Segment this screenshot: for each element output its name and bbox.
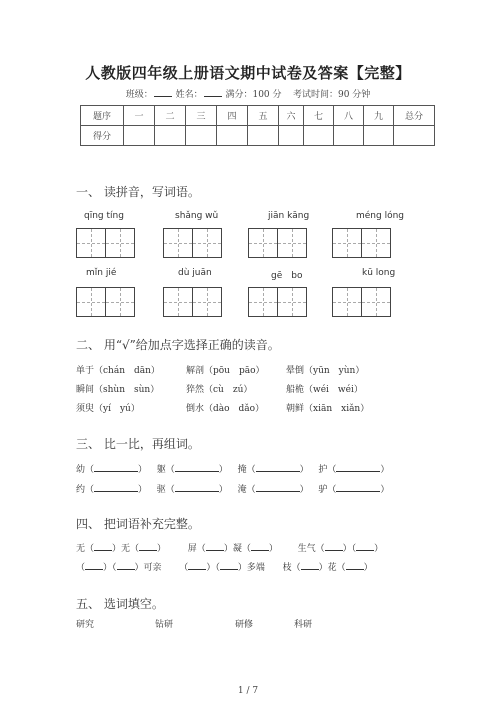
answer-blank[interactable] <box>117 560 135 570</box>
score-header-cell: 九 <box>364 106 394 126</box>
pinyin-label: gē bo <box>271 271 303 281</box>
word-option: 科研 <box>294 620 313 630</box>
reading-option[interactable]: 猝然（cù zú） <box>186 385 253 395</box>
char-prefix: 驱（ <box>156 485 175 495</box>
pinyin-label: kū long <box>362 268 396 278</box>
reading-option[interactable]: 瞬间（shùn sùn） <box>76 385 160 395</box>
answer-blank[interactable] <box>336 482 380 492</box>
answer-blank[interactable] <box>175 482 219 492</box>
answer-blank[interactable] <box>301 560 319 570</box>
score-cell <box>334 126 364 146</box>
idiom-text: ） <box>363 563 373 573</box>
compare-row <box>76 482 389 495</box>
answer-blank[interactable] <box>256 482 300 492</box>
answer-blank[interactable] <box>94 482 138 492</box>
class-label: 班级： <box>125 90 153 100</box>
idiom-text: ）凝（ <box>223 544 251 554</box>
pinyin-label: qīng tíng <box>84 211 124 221</box>
writing-cell[interactable] <box>76 228 106 258</box>
idiom-text: 枝（ <box>282 563 301 573</box>
writing-cell[interactable] <box>248 287 278 317</box>
reading-option[interactable]: 解剖（pōu pāo） <box>186 366 265 376</box>
writing-grid <box>332 228 391 258</box>
char-suffix: ） <box>138 485 148 495</box>
writing-cell[interactable] <box>277 228 307 258</box>
score-header-cell: 六 <box>279 106 304 126</box>
page-number: 1 / 7 <box>237 686 259 696</box>
idiom-text: ）（ <box>103 563 117 573</box>
answer-blank[interactable] <box>251 541 269 551</box>
score-row-label: 得分 <box>81 126 124 146</box>
answer-blank[interactable] <box>325 541 343 551</box>
idiom-text: ） <box>157 544 167 554</box>
idiom-text: 生气（ <box>297 544 325 554</box>
compare-row <box>76 462 389 475</box>
score-cell <box>155 126 186 146</box>
char-suffix: ） <box>380 465 390 475</box>
score-table <box>80 105 435 146</box>
char-prefix: 躯（ <box>156 465 175 475</box>
answer-blank[interactable] <box>256 462 300 472</box>
answer-blank[interactable] <box>188 560 206 570</box>
writing-cell[interactable] <box>248 228 278 258</box>
score-header-cell: 七 <box>304 106 334 126</box>
reading-option[interactable]: 船桅（wéi wéi） <box>286 385 363 395</box>
writing-cell[interactable] <box>192 287 222 317</box>
writing-grid <box>163 228 222 258</box>
writing-cell[interactable] <box>105 228 135 258</box>
writing-grid <box>163 287 222 317</box>
char-suffix: ） <box>218 465 228 475</box>
writing-cell[interactable] <box>163 287 193 317</box>
word-option: 研修 <box>235 620 254 630</box>
idiom-text: ）（ <box>342 544 357 554</box>
char-suffix: ） <box>218 485 228 495</box>
score-header-cell: 题序 <box>81 106 124 126</box>
char-prefix: 幼（ <box>76 465 95 475</box>
char-suffix: ） <box>138 465 148 475</box>
name-blank <box>204 88 222 97</box>
char-prefix: 驴（ <box>318 485 337 495</box>
section-5-heading: 五、 选词填空。 <box>76 597 164 611</box>
reading-option[interactable]: 单于（chán dān） <box>76 366 160 376</box>
answer-blank[interactable] <box>175 462 219 472</box>
writing-grid <box>76 287 135 317</box>
reading-option[interactable]: 倒水（dào dǎo） <box>186 404 265 414</box>
reading-option[interactable]: 晕倒（yūn yùn） <box>286 366 365 376</box>
writing-grid <box>332 287 391 317</box>
score-header-cell: 二 <box>155 106 186 126</box>
char-prefix: 约（ <box>76 485 95 495</box>
score-cell <box>364 126 394 146</box>
writing-cell[interactable] <box>332 228 362 258</box>
answer-blank[interactable] <box>94 541 112 551</box>
reading-option[interactable]: 须臾（yí yú） <box>76 404 140 414</box>
idiom-text: ） <box>268 544 278 554</box>
score-table-score-row <box>81 126 435 146</box>
score-header-cell: 五 <box>248 106 279 126</box>
score-cell <box>394 126 435 146</box>
writing-cell[interactable] <box>76 287 106 317</box>
class-blank <box>154 88 172 97</box>
section-2-heading: 二、 用“√”给加点字选择正确的读音。 <box>76 338 280 352</box>
exam-time-label: 考试时间：90 分钟 <box>292 90 371 100</box>
answer-blank[interactable] <box>346 560 364 570</box>
reading-option[interactable]: 朝鲜（xiān xiǎn） <box>286 404 370 414</box>
idiom-text: 屏（ <box>187 544 206 554</box>
idiom-text: ）多端 <box>237 563 265 573</box>
idiom-text: ） <box>374 544 384 554</box>
idiom-text: ）（ <box>206 563 220 573</box>
writing-grid <box>248 228 307 258</box>
answer-blank[interactable] <box>94 462 138 472</box>
score-cell <box>186 126 217 146</box>
full-score-label: 满分：100 分 <box>225 90 282 100</box>
writing-grid <box>248 287 307 317</box>
idiom-text: ）无（ <box>112 544 140 554</box>
answer-blank[interactable] <box>85 560 103 570</box>
char-suffix: ） <box>299 485 309 495</box>
char-suffix: ） <box>299 465 309 475</box>
idiom-text: 无（ <box>76 544 95 554</box>
idiom-text: ）可亲 <box>134 563 162 573</box>
answer-blank[interactable] <box>220 560 238 570</box>
idiom-text: （ <box>179 563 189 573</box>
idiom-row <box>76 541 383 554</box>
name-label: 姓名： <box>175 90 203 100</box>
score-header-cell: 八 <box>334 106 364 126</box>
section-3-heading: 三、 比一比，再组词。 <box>76 437 200 451</box>
writing-cell[interactable] <box>192 228 222 258</box>
score-cell <box>124 126 155 146</box>
idiom-text: ）花（ <box>318 563 346 573</box>
char-prefix: 护（ <box>318 465 337 475</box>
score-header-cell: 总分 <box>394 106 435 126</box>
answer-blank[interactable] <box>139 541 157 551</box>
score-cell <box>279 126 304 146</box>
score-cell <box>248 126 279 146</box>
char-prefix: 淹（ <box>237 485 256 495</box>
writing-cell[interactable] <box>361 287 391 317</box>
section-4-heading: 四、 把词语补充完整。 <box>76 517 200 531</box>
writing-cell[interactable] <box>277 287 307 317</box>
exam-info <box>0 87 496 100</box>
pinyin-label: mǐn jié <box>86 268 117 278</box>
answer-blank[interactable] <box>356 541 374 551</box>
writing-grid <box>76 228 135 258</box>
score-table-header-row <box>81 106 435 126</box>
page-title: 人教版四年级上册语文期中试卷及答案【完整】 <box>85 64 411 82</box>
score-header-cell: 三 <box>186 106 217 126</box>
score-cell <box>217 126 248 146</box>
idiom-row <box>76 560 373 573</box>
writing-cell[interactable] <box>332 287 362 317</box>
score-header-cell: 一 <box>124 106 155 126</box>
word-option: 钻研 <box>155 620 174 630</box>
writing-cell[interactable] <box>163 228 193 258</box>
writing-cell[interactable] <box>361 228 391 258</box>
section-1-heading: 一、 读拼音，写词语。 <box>76 185 200 199</box>
pinyin-label: jiān kāng <box>268 211 310 221</box>
score-header-cell: 四 <box>217 106 248 126</box>
score-cell <box>304 126 334 146</box>
pinyin-label: dù juān <box>178 268 212 278</box>
word-option: 研究 <box>76 620 95 630</box>
idiom-text: （ <box>76 563 86 573</box>
char-prefix: 掩（ <box>237 465 256 475</box>
answer-blank[interactable] <box>336 462 380 472</box>
char-suffix: ） <box>380 485 390 495</box>
pinyin-label: shǎng wǔ <box>175 211 219 221</box>
writing-cell[interactable] <box>105 287 135 317</box>
pinyin-label: méng lóng <box>356 211 405 221</box>
answer-blank[interactable] <box>206 541 224 551</box>
